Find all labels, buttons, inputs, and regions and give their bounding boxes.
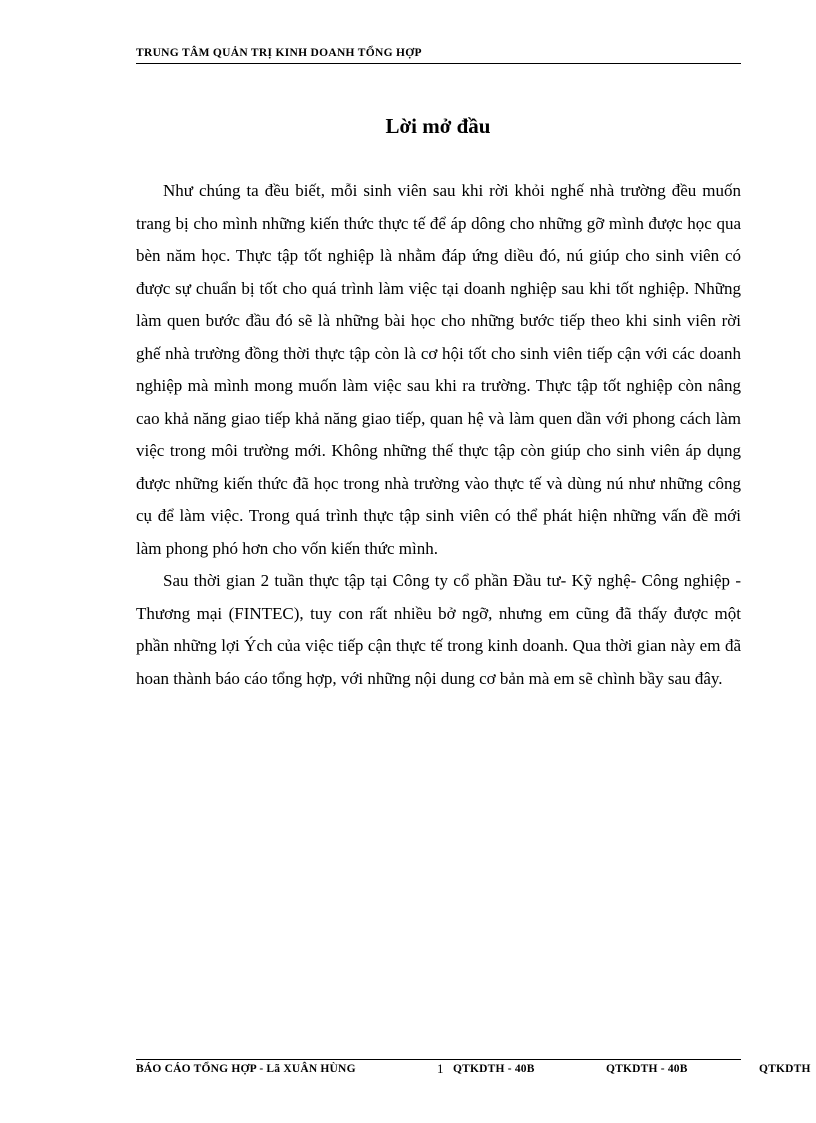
document-body [136, 175, 741, 695]
page-number: 1 [437, 1061, 444, 1076]
footer-author: BÁO CÁO TỔNG HỢP - Lã XUÂN HÙNG [136, 1063, 356, 1075]
footer-class-code: QTKDTH [759, 1063, 811, 1075]
page-header: TRUNG TÂM QUẢN TRỊ KINH DOANH TỔNG HỢP [136, 47, 422, 59]
footer-class-code: QTKDTH - 40B [606, 1063, 688, 1075]
header-divider [136, 63, 741, 64]
document-title: Lời mở đầu [385, 114, 491, 138]
paragraph-2: Sau thời gian 2 tuần thực tập tại Công ty cổ phần Đầu tư- Kỹ nghệ- Công nghiệp - Thương mại (FINTEC), tuy con rất nhiều bở ngỡ, nhưng em cũng đã thấy được một phần những lợi Ých của việc tiếp cận thực tế trong kinh doanh. Qua thời gian này em đã hoan thành báo cáo tổng hợp, với những nội dung cơ bản mà em sẽ chình bầy sau đây. [136, 571, 741, 688]
footer-divider [136, 1059, 741, 1060]
footer-class-code: QTKDTH - 40B [453, 1063, 535, 1075]
paragraph-1: Như chúng ta đều biết, mỗi sinh viên sau khi rời khỏi nghế nhà trường đều muốn trang bị cho mình những kiến thức thực tế để áp dông cho những gỡ mình được học qua bèn năm học. Thực tập tốt nghiệp là nhằm đáp ứng diều đó, nú giúp cho sinh viên có được sự chuẩn bị tốt cho quá trình làm việc tại doanh nghiệp sau khi tốt nghiệp. Những làm quen bước đầu đó sẽ là những bài học cho những bước tiếp theo khi sinh viên rời ghế nhà trường đồng thời thực tập còn là cơ hội tốt cho sinh viên tiếp cận với các doanh nghiệp mà mình mong muốn làm việc sau khi ra trường. Thực tập tốt nghiệp còn nâng cao khả năng giao tiếp khả năng giao tiếp, quan hệ và làm quen dần với phong cách làm việc trong môi trường mới. Không những thế thực tập còn giúp cho sinh viên áp dụng được những kiến thức đã học trong nhà trường vào thực tế và dùng nú như những công cụ để làm việc. Trong quá trình thực tập sinh viên có thể phát hiện những vấn đề mới làm phong phó hơn cho vốn kiến thức mình. [136, 181, 741, 558]
